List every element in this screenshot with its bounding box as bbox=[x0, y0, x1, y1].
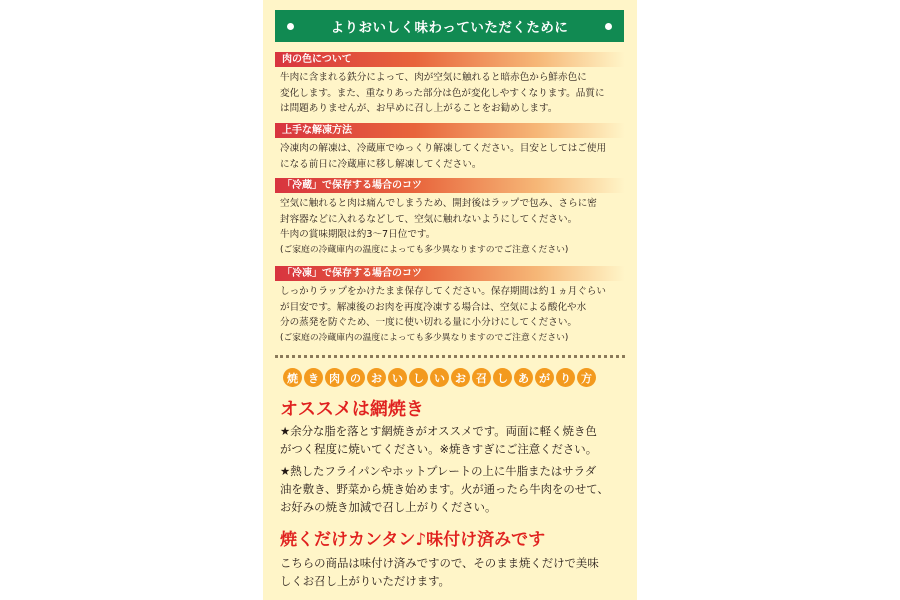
body-line: しくお召し上がりいただけます。 bbox=[280, 574, 450, 588]
info-panel bbox=[263, 0, 637, 600]
howto-char: い bbox=[430, 368, 449, 387]
body-line: しっかりラップをかけたまま保存してください。保存期間は約１ヵ月ぐらい bbox=[280, 286, 606, 297]
section-body bbox=[275, 196, 625, 258]
body-line: お好みの焼き加減で召し上がりください。 bbox=[280, 500, 497, 514]
howto-char: 肉 bbox=[325, 368, 344, 387]
body-line: 牛肉の賞味期限は約3〜7日位です。 bbox=[280, 229, 436, 240]
body-line: 牛肉に含まれる鉄分によって、肉が空気に触れると暗赤色から鮮赤色に bbox=[280, 72, 587, 83]
amiyaki-paragraph-2 bbox=[280, 462, 625, 516]
section-refrigeration bbox=[275, 178, 625, 258]
body-line: が目安です。解凍後のお肉を再度冷凍する場合は、空気による酸化や水 bbox=[280, 301, 587, 313]
amiyaki-paragraph-1 bbox=[280, 422, 625, 458]
body-note: (ご家庭の冷蔵庫内の温度によっても多少異なりますのでご注意ください) bbox=[280, 332, 569, 343]
howto-char: き bbox=[304, 368, 323, 387]
body-line: ★熱したフライパンやホットプレートの上に牛脂またはサラダ bbox=[280, 464, 597, 478]
howto-char: が bbox=[535, 368, 554, 387]
section-meat-color bbox=[275, 52, 625, 117]
section-body bbox=[275, 141, 625, 172]
body-line: 変化します。また、重なりあった部分は色が変化しやすくなります。品質に bbox=[280, 87, 605, 99]
section-heading: 肉の色について bbox=[275, 52, 625, 67]
section-body bbox=[275, 284, 625, 346]
howto-heading bbox=[283, 368, 596, 387]
howto-char: い bbox=[388, 368, 407, 387]
body-line: 封容器などに入れるなどして、空気に触れないようにしてください。 bbox=[280, 213, 578, 225]
howto-char: あ bbox=[514, 368, 533, 387]
bullet-dot-icon bbox=[605, 23, 612, 30]
easy-title: 焼くだけカンタン♪味付け済みです bbox=[280, 530, 546, 550]
body-line: 空気に触れると肉は痛んでしまうため、開封後はラップで包み、さらに密 bbox=[280, 198, 597, 209]
howto-char: 方 bbox=[577, 368, 596, 387]
body-note: (ご家庭の冷蔵庫内の温度によっても多少異なりますのでご注意ください) bbox=[280, 244, 569, 255]
body-line: は問題ありませんが、お早めに召し上がることをお勧めします。 bbox=[280, 103, 558, 114]
bullet-dot-icon bbox=[287, 23, 294, 30]
section-freezing bbox=[275, 266, 625, 346]
howto-char: 召 bbox=[472, 368, 491, 387]
section-heading: 「冷蔵」で保存する場合のコツ bbox=[275, 178, 625, 193]
body-line: 油を敷き、野菜から焼き始めます。火が通ったら牛肉をのせて、 bbox=[280, 482, 609, 496]
body-line: ★余分な脂を落とす網焼きがオススメです。両面に軽く焼き色 bbox=[280, 424, 597, 438]
section-heading: 上手な解凍方法 bbox=[275, 123, 625, 138]
body-line: 冷凍肉の解凍は、冷蔵庫でゆっくり解凍してください。目安としてはご使用 bbox=[280, 143, 607, 154]
body-line: こちらの商品は味付け済みですので、そのまま焼くだけで美味 bbox=[280, 556, 599, 570]
section-heading: 「冷凍」で保存する場合のコツ bbox=[275, 266, 625, 281]
howto-char: お bbox=[367, 368, 386, 387]
amiyaki-title: オススメは網焼き bbox=[280, 399, 424, 420]
howto-char: 焼 bbox=[283, 368, 302, 387]
title-banner bbox=[275, 10, 624, 42]
body-line: 分の蒸発を防ぐため、一度に使い切れる量に小分けにしてください。 bbox=[280, 317, 578, 328]
section-thawing bbox=[275, 123, 625, 172]
section-body bbox=[275, 70, 625, 117]
dotted-divider bbox=[275, 355, 625, 358]
howto-char: り bbox=[556, 368, 575, 387]
body-line: がつく程度に焼いてください。※焼きすぎにご注意ください。 bbox=[280, 442, 598, 456]
howto-char: の bbox=[346, 368, 365, 387]
howto-char: し bbox=[409, 368, 428, 387]
easy-paragraph bbox=[280, 554, 625, 590]
howto-char: お bbox=[451, 368, 470, 387]
banner-title: よりおいしく味わっていただくために bbox=[330, 20, 569, 36]
body-line: になる前日に冷蔵庫に移し解凍してください。 bbox=[280, 158, 482, 170]
howto-char: し bbox=[493, 368, 512, 387]
